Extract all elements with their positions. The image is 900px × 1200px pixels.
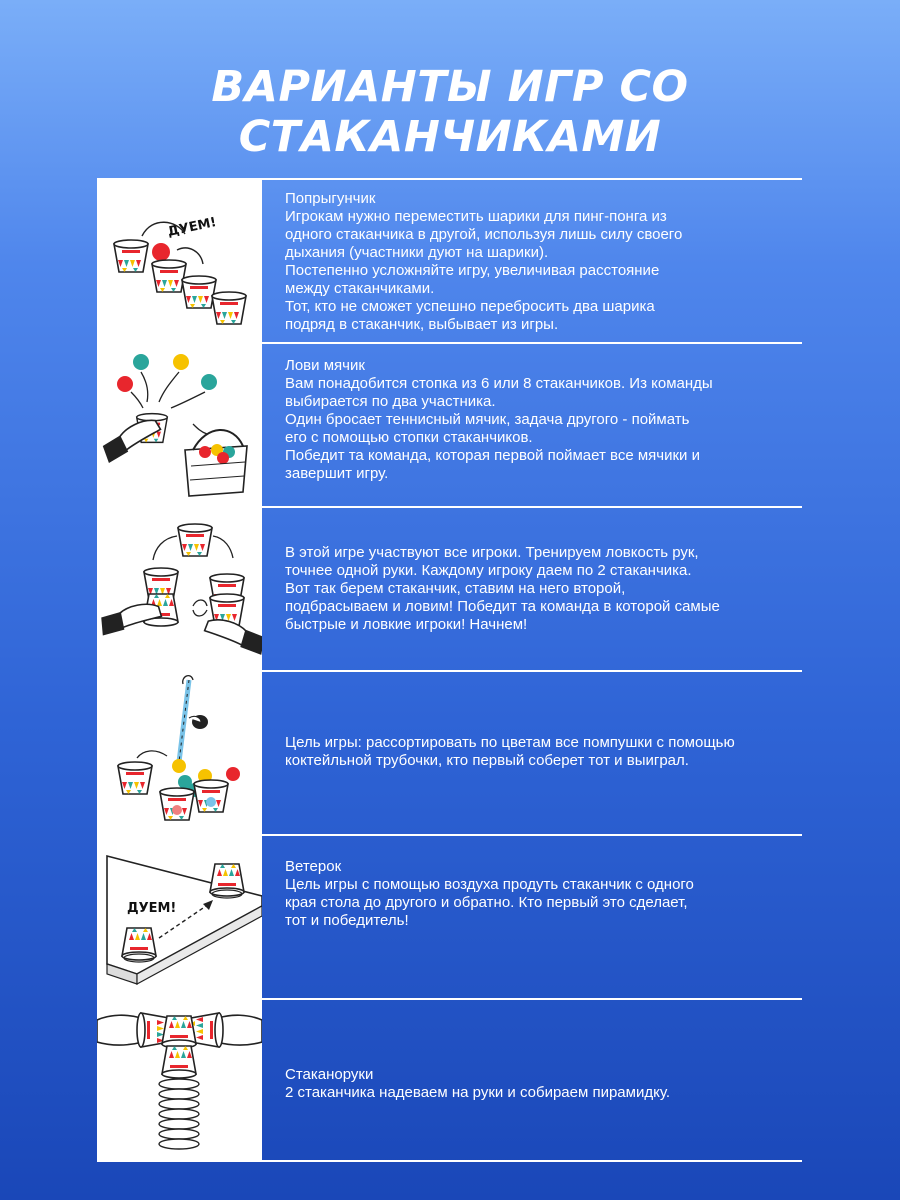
description-line: дыхания (участники дуют на шарики). <box>285 244 549 261</box>
game-description <box>285 357 785 483</box>
description-line: края стола до другого и обратно. Кто первый это сделает, <box>285 894 688 911</box>
game-description <box>285 1066 785 1102</box>
description-line: быстрые и ловкие игроки! Начнем! <box>285 616 528 633</box>
description-line: завершит игру. <box>285 465 389 482</box>
game-description <box>285 734 785 770</box>
game-title: Ветерок <box>285 858 342 875</box>
description-line: Один бросает теннисный мячик, задача другого - поймать <box>285 411 690 428</box>
row-divider <box>262 506 802 508</box>
game-row-stakanoruki <box>97 998 802 1162</box>
cup-hands-pyramid-icon <box>97 998 262 1162</box>
games-table <box>97 178 802 1162</box>
game-description <box>285 858 785 930</box>
game-row-popryguchik <box>97 178 802 342</box>
game-row-lovi-myachik <box>97 342 802 506</box>
game-description <box>285 544 785 634</box>
description-line: Игрокам нужно переместить шарики для пинг-понга из <box>285 208 667 225</box>
description-line: Цель игры с помощью воздуха продуть стаканчик с одного <box>285 876 694 893</box>
description-line: тот и победитель! <box>285 912 409 929</box>
description-line: Постепенно усложняйте игру, увеличивая расстояние <box>285 262 660 279</box>
row-divider <box>262 342 802 344</box>
row-divider <box>262 1160 802 1162</box>
description-line: Вот так берем стаканчик, ставим на него второй, <box>285 580 626 597</box>
description-line: между стаканчиками. <box>285 280 435 297</box>
page-title: ВАРИАНТЫ ИГР СО СТАКАНЧИКАМИ <box>211 62 689 162</box>
description-line: одного стаканчика в другой, используя лишь силу своего <box>285 226 683 243</box>
description-line: коктейльной трубочки, кто первый соберет тот и выиграл. <box>285 752 689 769</box>
row-divider <box>262 834 802 836</box>
description-line: Тот, кто не сможет успешно перебросить два шарика <box>285 298 655 315</box>
flip-cups-hands-icon <box>97 506 262 670</box>
game-row-veterok <box>97 834 802 998</box>
description-line: Вам понадобится стопка из 6 или 8 стаканчиков. Из команды <box>285 375 713 392</box>
description-line: В этой игре участвуют все игроки. Тренируем ловкость рук, <box>285 544 699 561</box>
row-divider <box>262 998 802 1000</box>
description-line: 2 стаканчика надеваем на руки и собираем пирамидку. <box>285 1084 670 1101</box>
catch-balls-basket-icon <box>97 342 262 506</box>
dui-em-caption: ДУЕМ! <box>166 215 218 240</box>
game-row-flip-cups <box>97 506 802 670</box>
description-line: подбрасываем и ловим! Победит та команда в которой самые <box>285 598 720 615</box>
game-description <box>285 190 785 334</box>
straw-sort-pompoms-icon <box>97 670 262 834</box>
game-row-straw-sort <box>97 670 802 834</box>
description-line: его с помощью стопки стаканчиков. <box>285 429 533 446</box>
blow-balls-cups-icon <box>97 178 262 342</box>
description-line: Победит та команда, которая первой поймает все мячики и <box>285 447 700 464</box>
description-line: подряд в стаканчик, выбывает из игры. <box>285 316 559 333</box>
game-title: Стаканоруки <box>285 1066 374 1083</box>
description-line: точнее одной руки. Каждому игроку даем по 2 стаканчика. <box>285 562 692 579</box>
dui-em-caption: ДУЕМ! <box>127 901 177 916</box>
description-line: выбирается по два участника. <box>285 393 496 410</box>
row-divider <box>262 670 802 672</box>
row-divider <box>262 178 802 180</box>
game-title: Попрыгунчик <box>285 190 376 207</box>
game-title: Лови мячик <box>285 357 365 374</box>
blow-cup-table-icon <box>97 834 262 998</box>
description-line: Цель игры: рассортировать по цветам все помпушки с помощью <box>285 734 735 751</box>
